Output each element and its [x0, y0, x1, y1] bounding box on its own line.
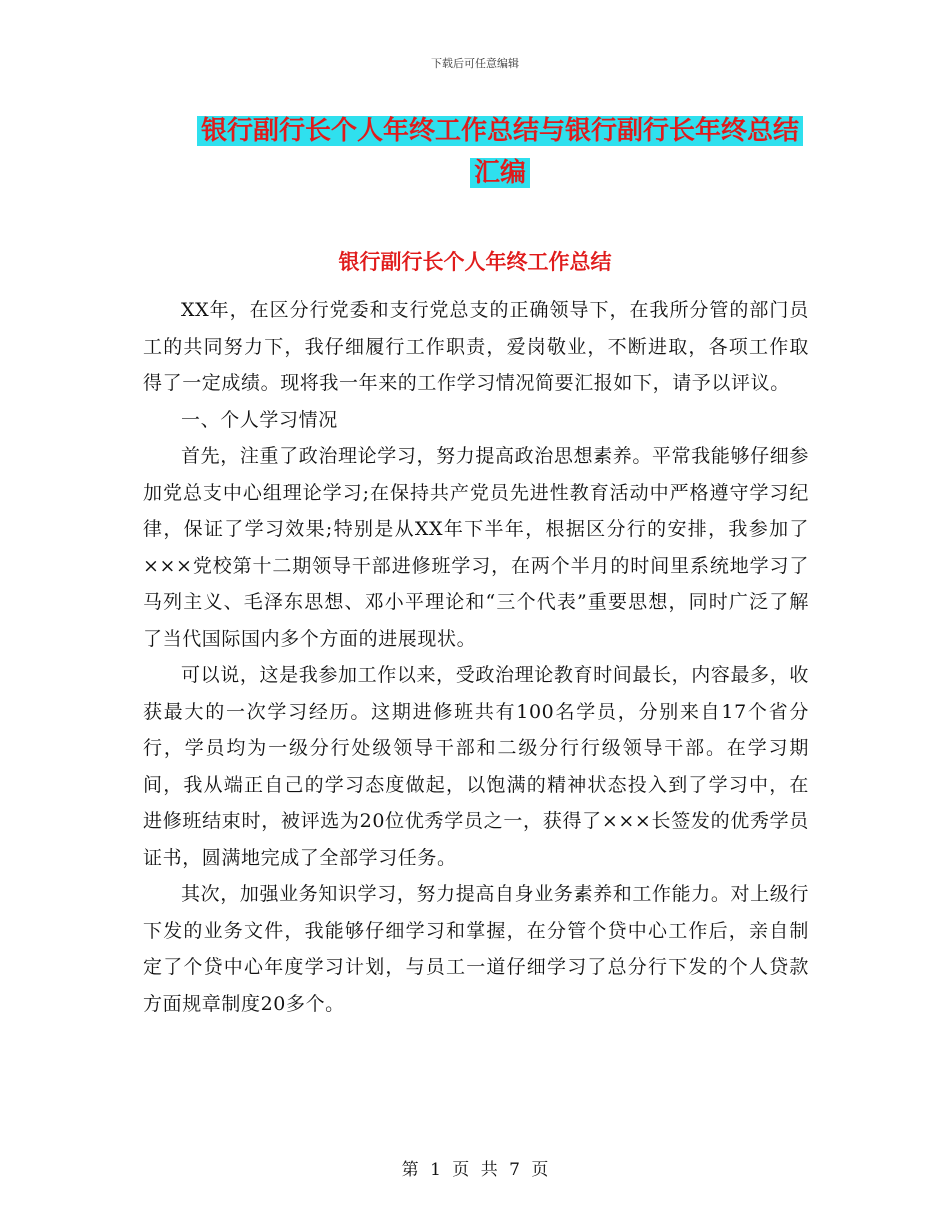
paragraph-business-study: 其次，加强业务知识学习，努力提高自身业务素养和工作能力。对上级行下发的业务文件，我能够仔细学习和掌握，在分管个贷中心工作后，亲自制定了个贷中心年度学习计划，与员工一道仔细学习了总分行下发的个人贷款方面规章制度20多个。: [143, 883, 809, 1015]
paragraph-intro: XX年，在区分行党委和支行党总支的正确领导下，在我所分管的部门员工的共同努力下，我仔细履行工作职责，爱岗敬业，不断进取，各项工作取得了一定成绩。现将我一年来的工作学习情况简要汇报如下，请予以评议。: [143, 299, 809, 394]
page-header-note: 下载后可任意编辑: [431, 57, 519, 70]
page-number-footer: 第 1 页 共 7 页: [401, 1160, 549, 1180]
paragraph-training-experience: 可以说，这是我参加工作以来，受政治理论教育时间最长，内容最多，收获最大的一次学习经历。这期进修班共有100名学员，分别来自17个省分行，学员均为一级分行处级领导干部和二级分行行级领导干部。在学习期间，我从端正自己的学习态度做起，以饱满的精神状态投入到了学习中，在进修班结束时，被评选为20位优秀学员之一，获得了×××长签发的优秀学员证书，圆满地完成了全部学习任务。: [143, 664, 809, 869]
paragraph-political-study: 首先，注重了政治理论学习，努力提高政治思想素养。平常我能够仔细参加党总支中心组理论学习;在保持共产党员先进性教育活动中严格遵守学习纪律，保证了学习效果;特别是从XX年下半年，根据区分行的安排，我参加了×××党校第十二期领导干部进修班学习，在两个半月的时间里系统地学习了马列主义、毛泽东思想、邓小平理论和“三个代表”重要思想，同时广泛了解了当代国际国内多个方面的进展现状。: [143, 445, 809, 650]
document-body: [143, 292, 809, 1022]
document-title-line-1: 银行副行长个人年终工作总结与银行副行长年终总结: [197, 116, 803, 146]
paragraph-heading-personal-study: 一、个人学习情况: [181, 408, 338, 431]
document-title-line-2: 汇编: [470, 158, 530, 188]
document-title: [140, 110, 860, 194]
section-title: 银行副行长个人年终工作总结: [338, 250, 612, 274]
